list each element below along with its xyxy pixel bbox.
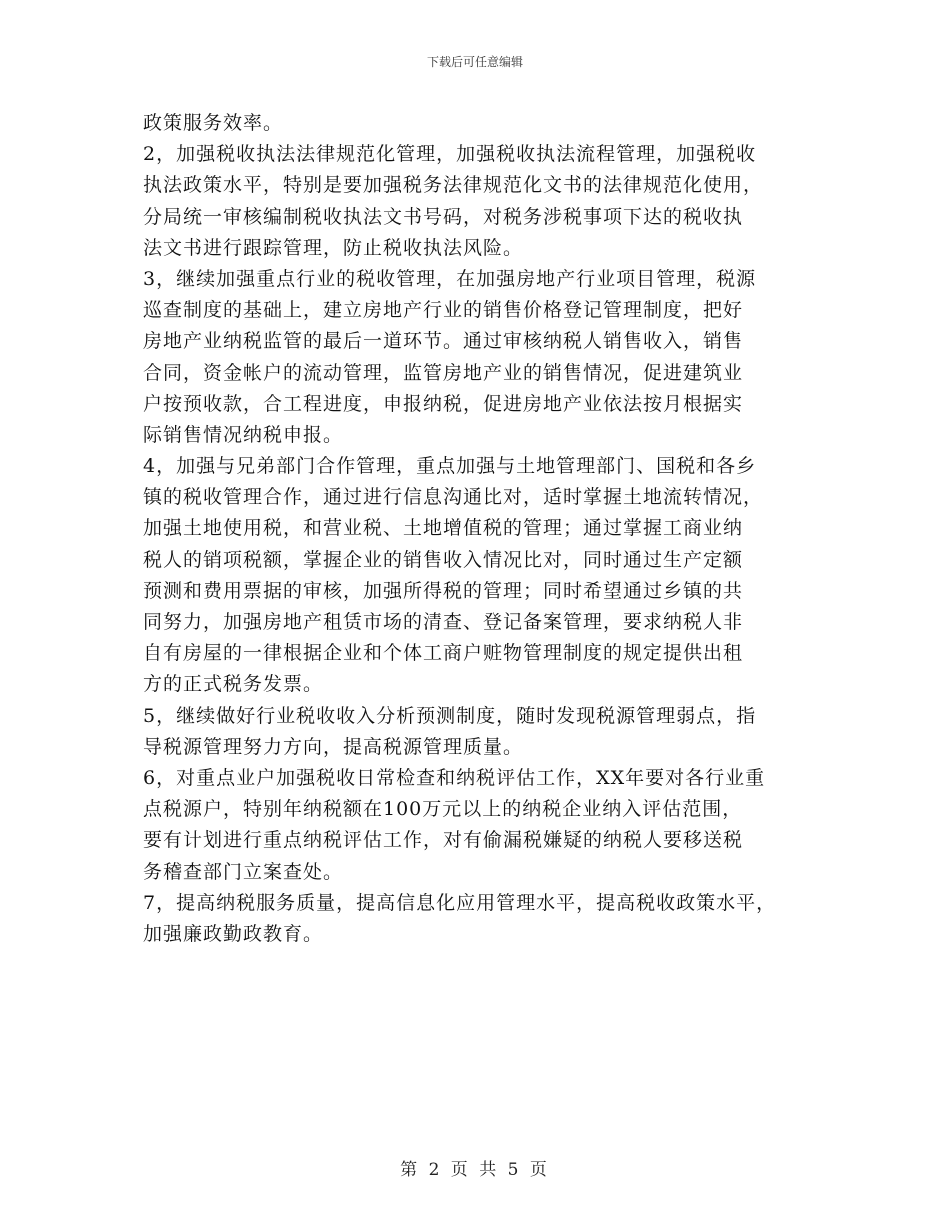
- page-number: 第 2 页 共 5 页: [400, 1160, 550, 1180]
- text-line: 方的正式税务发票。: [143, 673, 324, 696]
- text-line: 法文书进行跟踪管理，防止税收执法风险。: [143, 236, 524, 259]
- text-line: 分局统一审核编制税收执法文书号码，对税务涉税事项下达的税收执: [143, 205, 744, 228]
- text-line: 政策服务效率。: [143, 112, 284, 134]
- text-line: 2，加强税收执法法律规范化管理，加强税收执法流程管理，加强税收: [143, 143, 757, 166]
- text-line: 加强廉政勤政教育。: [143, 922, 324, 945]
- text-line: 际销售情况纳税申报。: [143, 423, 344, 446]
- text-line: 镇的税收管理合作，通过进行信息沟通比对，适时掌握土地流转情况，: [143, 486, 764, 509]
- text-line: 7，提高纳税服务质量，提高信息化应用管理水平，提高税收政策水平，: [143, 891, 777, 914]
- text-line: 点税源户，特别年纳税额在100万元以上的纳税企业纳入评估范围，: [143, 798, 743, 821]
- text-line: 4，加强与兄弟部门合作管理，重点加强与土地管理部门、国税和各乡: [143, 455, 757, 478]
- text-line: 巡查制度的基础上，建立房地产行业的销售价格登记管理制度，把好: [143, 299, 744, 322]
- text-line: 加强土地使用税，和营业税、土地增值税的管理；通过掌握工商业纳: [143, 517, 744, 540]
- text-line: 房地产业纳税监管的最后一道环节。通过审核纳税人销售收入，销售: [143, 330, 744, 353]
- text-line: 执法政策水平，特别是要加强税务法律规范化文书的法律规范化使用，: [143, 174, 764, 197]
- text-line: 户按预收款，合工程进度，申报纳税，促进房地产业依法按月根据实: [143, 392, 744, 415]
- text-line: 自有房屋的一律根据企业和个体工商户赃物管理制度的规定提供出租: [143, 642, 744, 665]
- text-line: 税人的销项税额，掌握企业的销售收入情况比对，同时通过生产定额: [143, 548, 744, 571]
- page-header-note: 下载后可任意编辑: [426, 55, 523, 69]
- text-line: 导税源管理努力方向，提高税源管理质量。: [143, 735, 524, 758]
- text-line: 3，继续加强重点行业的税收管理，在加强房地产行业项目管理，税源: [143, 267, 757, 290]
- text-line: 5，继续做好行业税收收入分析预测制度，随时发现税源管理弱点，指: [143, 704, 757, 727]
- text-line: 要有计划进行重点纳税评估工作，对有偷漏税嫌疑的纳税人要移送税: [143, 829, 744, 852]
- text-line: 6，对重点业户加强税收日常检查和纳税评估工作，XX年要对各行业重: [143, 766, 766, 789]
- document-body: [143, 108, 823, 950]
- text-line: 预测和费用票据的审核，加强所得税的管理；同时希望通过乡镇的共: [143, 579, 744, 602]
- text-line: 务稽查部门立案查处。: [143, 860, 344, 883]
- text-line: 合同，资金帐户的流动管理，监管房地产业的销售情况，促进建筑业: [143, 361, 744, 384]
- text-line: 同努力，加强房地产租赁市场的清查、登记备案管理，要求纳税人非: [143, 611, 744, 633]
